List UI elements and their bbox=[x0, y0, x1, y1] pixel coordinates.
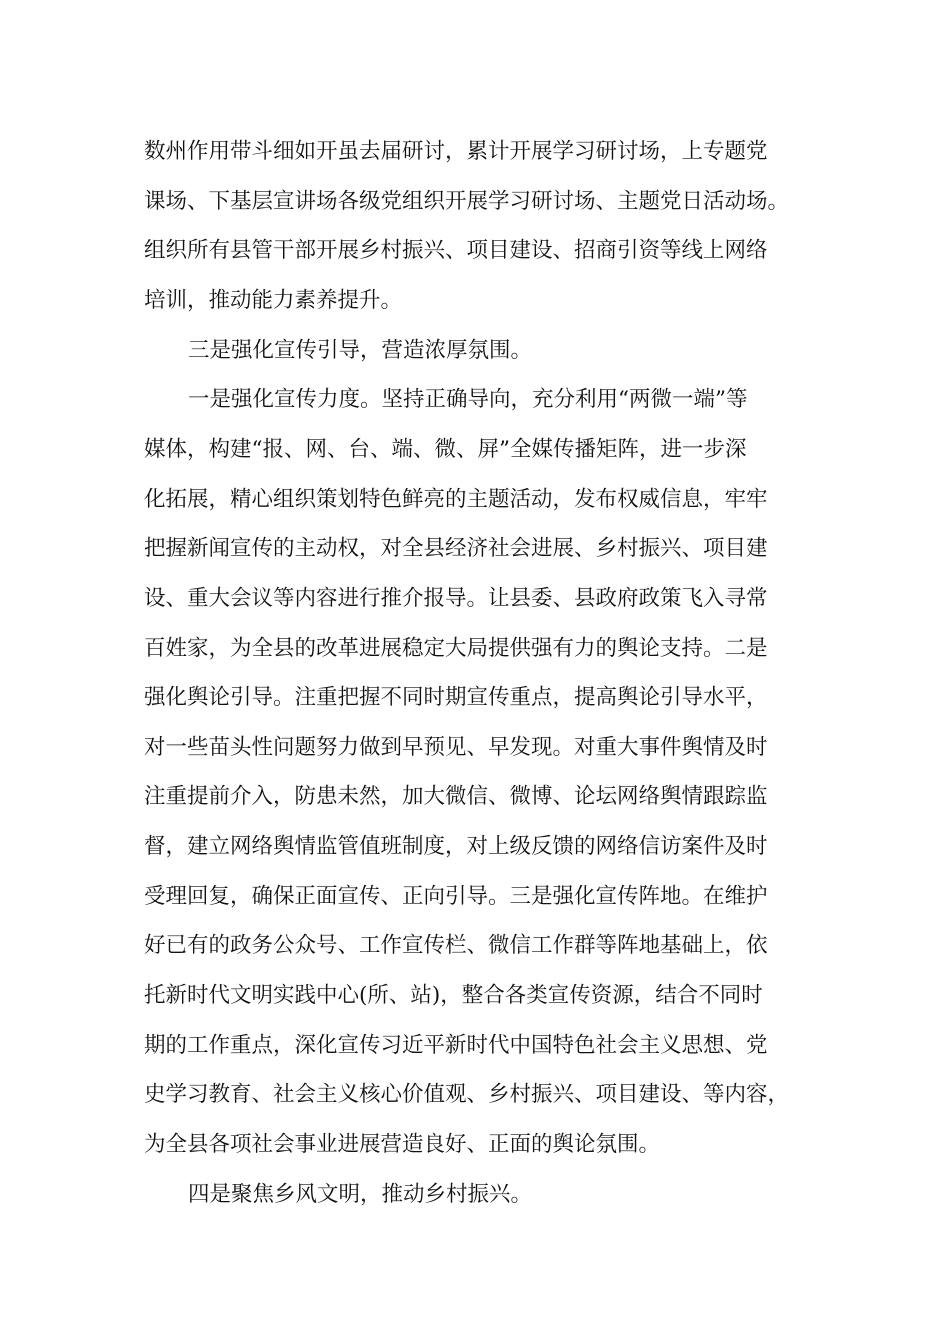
paragraph-line: 化拓展，精心组织策划特色鲜亮的主题活动，发布权威信息，牢牢 bbox=[144, 487, 768, 512]
paragraph-line: 为全县各项社会事业进展营造良好、正面的舆论氛围。 bbox=[144, 1132, 661, 1157]
paragraph-line: 好已有的政务公众号、工作宣传栏、微信工作群等阵地基础上，依 bbox=[144, 933, 768, 958]
paragraph-line: 媒体，构建“报、网、台、端、微、屏”全媒传播矩阵，进一步深 bbox=[144, 437, 747, 462]
paragraph-line: 督，建立网络舆情监管值班制度，对上级反馈的网络信访案件及时 bbox=[144, 834, 768, 859]
paragraph-line: 数州作用带斗细如开虽去届研讨，累计开展学习研讨场，上专题党 bbox=[144, 139, 768, 164]
paragraph-line: 百姓家，为全县的改革进展稳定大局提供强有力的舆论支持。二是 bbox=[144, 636, 768, 661]
paragraph-line: 培训，推动能力素养提升。 bbox=[144, 288, 403, 313]
paragraph-line: 把握新闻宣传的主动权，对全县经济社会进展、乡村振兴、项目建 bbox=[144, 536, 768, 561]
section-heading: 三是强化宣传引导，营造浓厚氛围。 bbox=[188, 338, 533, 363]
paragraph-line: 托新时代文明实践中心(所、站)，整合各类宣传资源，结合不同时 bbox=[144, 983, 763, 1008]
paragraph-line: 注重提前介入，防患未然，加大微信、微博、论坛网络舆情跟踪监 bbox=[144, 784, 768, 809]
paragraph-line: 设、重大会议等内容进行推介报导。让县委、县政府政策飞入寻常 bbox=[144, 586, 768, 611]
paragraph-line: 受理回复，确保正面宣传、正向引导。三是强化宣传阵地。在维护 bbox=[144, 884, 768, 909]
paragraph-line: 强化舆论引导。注重把握不同时期宣传重点，提高舆论引导水平， bbox=[144, 685, 768, 710]
paragraph-line: 期的工作重点，深化宣传习近平新时代中国特色社会主义思想、党 bbox=[144, 1033, 768, 1058]
paragraph-line: 组织所有县管干部开展乡村振兴、项目建设、招商引资等线上网络 bbox=[144, 238, 768, 263]
paragraph-line: 史学习教育、社会主义核心价值观、乡村振兴、项目建设、等内容， bbox=[144, 1082, 790, 1107]
section-heading: 四是聚焦乡风文明，推动乡村振兴。 bbox=[188, 1182, 533, 1207]
paragraph-line: 对一些苗头性问题努力做到早预见、早发现。对重大事件舆情及时 bbox=[144, 735, 768, 760]
paragraph-line: 一是强化宣传力度。坚持正确导向，充分利用“两微一端”等 bbox=[188, 387, 748, 412]
paragraph-line: 课场、下基层宣讲场各级党组织开展学习研讨场、主题党日活动场。 bbox=[144, 189, 790, 214]
